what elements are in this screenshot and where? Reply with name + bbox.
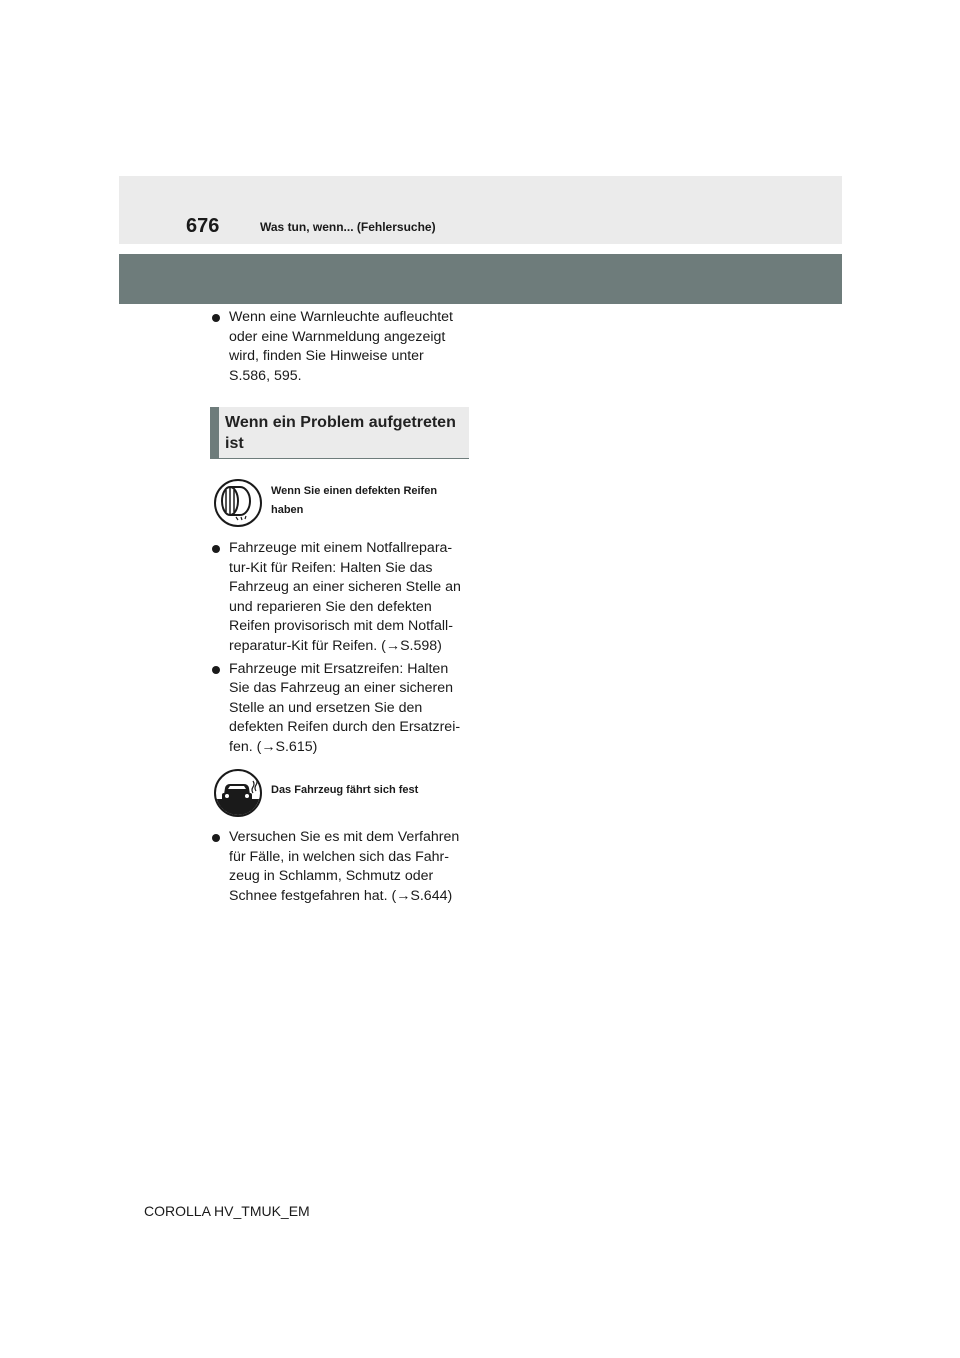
stuck-bullets <box>210 828 472 906</box>
stuck-label: Das Fahrzeug fährt sich fest <box>271 784 419 796</box>
list-item <box>210 539 472 657</box>
bullet-line: S.586, 595. <box>229 367 302 384</box>
bullet-dot <box>212 666 220 674</box>
bullet-dot <box>212 545 220 553</box>
bullet-line: zeug in Schlamm, Schmutz oder <box>229 868 434 885</box>
flat-tire-label <box>271 482 437 520</box>
flat-tire-label-line: Wenn Sie einen defekten Reifen <box>271 485 438 497</box>
bullet-line: reparatur-Kit für Reifen. (→S.598) <box>229 637 442 654</box>
bullet-line: Fahrzeuge mit Ersatzreifen: Halten <box>229 660 449 677</box>
section-title: Was tun, wenn... (Fehlersuche) <box>260 220 436 234</box>
bullet-line: wird, finden Sie Hinweise unter <box>229 348 424 365</box>
bullet-line: Versuchen Sie es mit dem Verfahren <box>229 829 460 845</box>
bullet-line: Fahrzeug an einer sicheren Stelle an <box>229 579 461 596</box>
bullet-line: und reparieren Sie den defekten <box>229 598 432 615</box>
list-item <box>210 828 472 906</box>
flat-tire-label-line: haben <box>271 504 304 516</box>
flat-tire-icon <box>214 479 262 527</box>
bullet-line: tur-Kit für Reifen: Halten Sie das <box>229 559 433 576</box>
stuck-car-icon <box>214 769 262 817</box>
bullet-line: Reifen provisorisch mit dem Notfall- <box>229 618 453 635</box>
bullet-line: oder eine Warnmeldung angezeigt <box>229 328 446 345</box>
bullet-dot <box>212 834 220 842</box>
bullet-line: Stelle an und ersetzen Sie den <box>229 699 423 716</box>
header-bar <box>119 254 842 304</box>
intro-bullet <box>210 308 472 386</box>
bullet-line: Wenn eine Warnleuchte aufleuchtet <box>229 309 453 325</box>
bullet-line: fen. (→S.615) <box>229 738 318 755</box>
subsection-title: Wenn ein Problem aufgetreten ist <box>225 414 456 452</box>
list-item <box>210 660 472 758</box>
bullet-line: Fahrzeuge mit einem Notfallrepara- <box>229 540 453 556</box>
bullet-line: Sie das Fahrzeug an einer sicheren <box>229 680 453 697</box>
bullet-dot <box>212 314 220 322</box>
flat-tire-bullets <box>210 539 472 758</box>
page-number: 676 <box>186 215 220 237</box>
bullet-line: defekten Reifen durch den Ersatzrei- <box>229 719 461 736</box>
header-band <box>119 176 842 244</box>
bullet-line: für Fälle, in welchen sich das Fahr- <box>229 848 449 865</box>
subsection-heading <box>210 407 469 459</box>
bullet-line: Schnee festgefahren hat. (→S.644) <box>229 887 453 904</box>
footer-model-code: COROLLA HV_TMUK_EM <box>144 1203 310 1219</box>
